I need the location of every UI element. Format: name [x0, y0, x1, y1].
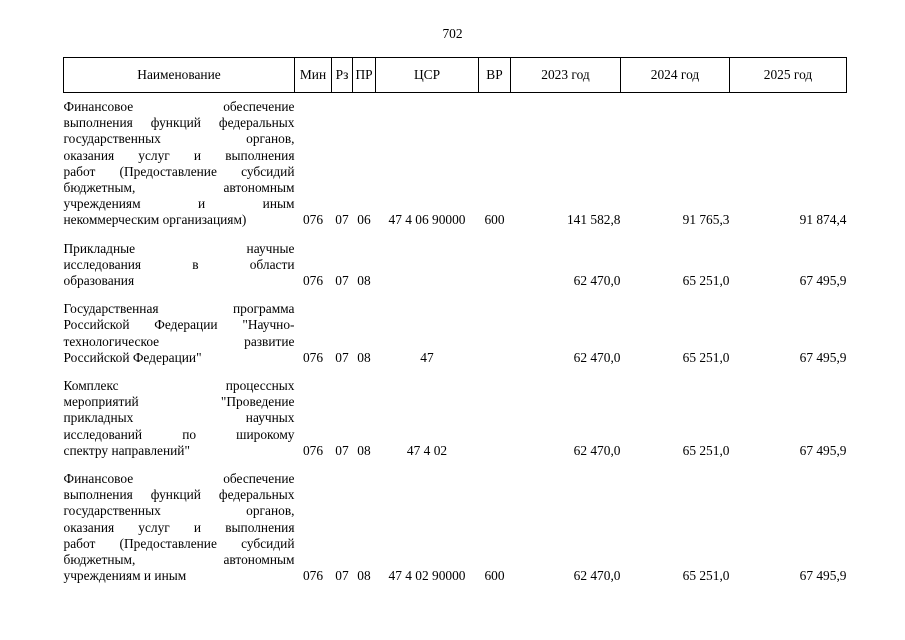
row-spacer — [64, 289, 847, 301]
name-line: исследования в области — [63, 256, 295, 272]
cell-2024: 65 251,0 — [682, 568, 730, 584]
name-line: учреждениям и иным — [63, 196, 295, 212]
cell-name — [64, 471, 295, 584]
table-body — [64, 93, 847, 585]
cell-min: 076 — [302, 273, 324, 289]
row-spacer — [64, 229, 847, 241]
name-line: государственных органов, — [63, 131, 295, 147]
name-line: Финансовое обеспечение — [63, 471, 295, 487]
name-line: работ (Предоставление субсидий — [63, 535, 295, 551]
cell-vr — [479, 301, 511, 366]
cell-rz: 07 — [335, 568, 349, 584]
cell-vr — [479, 241, 511, 290]
table-row — [64, 378, 847, 459]
budget-table — [63, 57, 847, 584]
header-2025: 2025 год — [730, 58, 847, 93]
name-line: государственных органов, — [63, 503, 295, 519]
table-row — [64, 241, 847, 290]
name-line: Финансовое обеспечение — [63, 99, 295, 114]
cell-csr: 47 4 02 — [406, 442, 448, 458]
cell-2023: 62 470,0 — [573, 442, 621, 458]
name-line: Государственная программа — [63, 301, 295, 317]
cell-vr — [479, 378, 511, 459]
header-pr: ПР — [353, 58, 376, 93]
header-min: Мин — [295, 58, 332, 93]
cell-name — [64, 241, 295, 290]
cell-csr: 47 4 06 90000 — [388, 212, 466, 228]
cell-rz: 07 — [335, 442, 349, 458]
row-spacer — [64, 366, 847, 378]
cell-min: 076 — [302, 568, 324, 584]
cell-2025: 67 495,9 — [799, 442, 847, 458]
header-vr: ВР — [479, 58, 511, 93]
name-line: работ (Предоставление субсидий — [63, 163, 295, 179]
table-header-row — [64, 58, 847, 93]
row-spacer-cell — [64, 229, 847, 241]
name-line: некоммерческим организациям) — [63, 212, 247, 228]
row-spacer — [64, 459, 847, 471]
cell-vr: 600 — [484, 212, 505, 228]
name-line: оказания услуг и выполнения — [63, 519, 295, 535]
cell-pr: 08 — [357, 568, 371, 584]
name-line: технологическое развитие — [63, 333, 295, 349]
cell-2025: 67 495,9 — [799, 568, 847, 584]
cell-csr: 47 — [420, 349, 434, 365]
cell-min: 076 — [302, 349, 324, 365]
cell-2024: 91 765,3 — [682, 212, 730, 228]
cell-pr: 08 — [357, 349, 371, 365]
header-name: Наименование — [64, 58, 295, 93]
cell-2025: 67 495,9 — [799, 349, 847, 365]
row-spacer-cell — [64, 289, 847, 301]
header-2023: 2023 год — [511, 58, 621, 93]
cell-2024: 65 251,0 — [682, 349, 730, 365]
cell-2025: 67 495,9 — [799, 273, 847, 289]
name-line: Российской Федерации" — [63, 349, 202, 365]
cell-2023: 62 470,0 — [573, 349, 621, 365]
name-line: бюджетным, автономным — [63, 552, 295, 568]
cell-name — [64, 301, 295, 366]
row-spacer-cell — [64, 366, 847, 378]
cell-rz: 07 — [335, 349, 349, 365]
header-rz: Рз — [332, 58, 353, 93]
cell-pr: 08 — [357, 442, 371, 458]
name-line: Российской Федерации "Научно- — [63, 317, 295, 333]
cell-pr: 08 — [357, 273, 371, 289]
cell-csr: 47 4 02 90000 — [388, 568, 466, 584]
cell-pr: 06 — [357, 212, 371, 228]
page-number: 702 — [442, 26, 463, 41]
cell-2024: 65 251,0 — [682, 273, 730, 289]
cell-csr — [376, 241, 479, 290]
cell-rz: 07 — [335, 212, 349, 228]
name-line: прикладных научных — [63, 410, 295, 426]
header-csr: ЦСР — [376, 58, 479, 93]
name-line: Прикладные научные — [63, 240, 295, 256]
header-2024: 2024 год — [621, 58, 730, 93]
cell-vr: 600 — [484, 568, 505, 584]
cell-2023: 62 470,0 — [573, 273, 621, 289]
name-line: мероприятий "Проведение — [63, 394, 295, 410]
name-line: бюджетным, автономным — [63, 180, 295, 196]
table-row — [64, 471, 847, 584]
cell-2025: 91 874,4 — [799, 212, 847, 228]
cell-min: 076 — [302, 212, 324, 228]
name-line: спектру направлений" — [63, 442, 190, 458]
cell-rz: 07 — [335, 273, 349, 289]
row-spacer-cell — [64, 459, 847, 471]
name-line: оказания услуг и выполнения — [63, 147, 295, 163]
cell-min: 076 — [302, 442, 324, 458]
cell-2023: 62 470,0 — [573, 568, 621, 584]
name-line: Комплекс процессных — [63, 378, 295, 394]
name-line: выполнения функций федеральных — [63, 487, 295, 503]
name-line: учреждениям и иным — [63, 568, 187, 584]
cell-2023: 141 582,8 — [566, 212, 621, 228]
name-line: образования — [63, 273, 135, 289]
table-row — [64, 301, 847, 366]
cell-2024: 65 251,0 — [682, 442, 730, 458]
cell-name — [64, 99, 295, 229]
table-row — [64, 99, 847, 229]
name-line: исследований по широкому — [63, 426, 295, 442]
cell-name — [64, 378, 295, 459]
name-line: выполнения функций федеральных — [63, 115, 295, 131]
